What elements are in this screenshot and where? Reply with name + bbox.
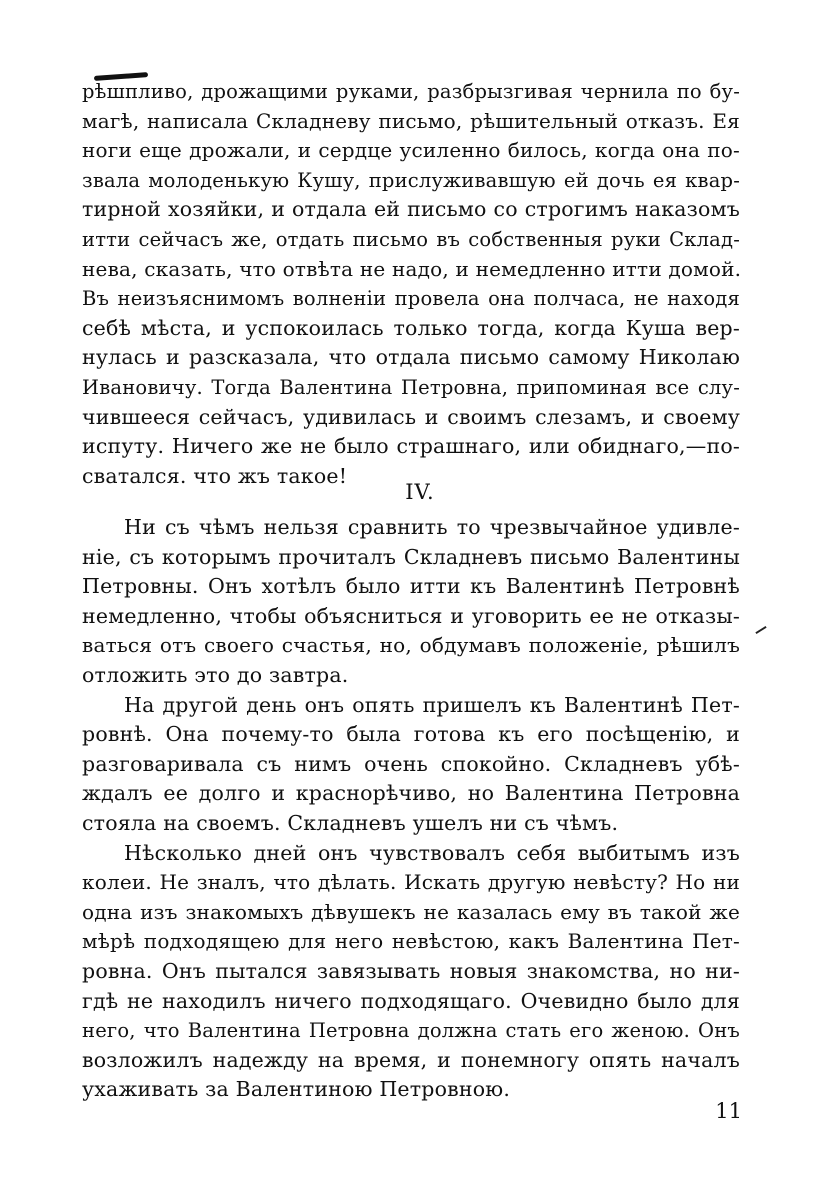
text-line: ровнѣ. Она почему-то была готова къ его посѣщенію, и bbox=[82, 722, 740, 747]
page-number: 11 bbox=[715, 1099, 742, 1123]
text-line: чившееся сейчасъ, удивилась и своимъ слезамъ, и своему bbox=[82, 404, 740, 429]
text-line: немедленно, чтобы объясниться и уговорить ее не отказы- bbox=[82, 603, 740, 628]
text-line: него, что Валентина Петровна должна стать его женою. Онъ bbox=[82, 1019, 740, 1043]
text-line: На другой день онъ опять пришелъ къ Валентинѣ Пет- bbox=[124, 692, 740, 717]
text-line: нулась и разсказала, что отдала письмо самому Николаю bbox=[82, 345, 740, 370]
text-line: стояла на своемъ. Складневъ ушелъ ни съ чѣмъ. bbox=[82, 810, 619, 835]
text-line: Петровны. Онъ хотѣлъ было итти къ Валентинѣ Петровнѣ bbox=[82, 574, 740, 599]
text-line: мѣрѣ подходящею для него невѣстою, какъ Валентина Пет- bbox=[82, 929, 740, 954]
text-line: ніе, съ которымъ прочиталъ Складневъ письмо Валентины bbox=[82, 544, 740, 569]
paragraph-continued bbox=[82, 77, 740, 491]
text-line: себѣ мѣста, и успокоилась только тогда, когда Куша вер- bbox=[82, 315, 740, 340]
text-line: звала молоденькую Кушу, прислуживавшую ей дочь ея квар- bbox=[82, 168, 740, 192]
text-line: одна изъ знакомыхъ дѣвушекъ не казалась ему въ такой же bbox=[82, 899, 740, 924]
text-line: рѣшпливо, дрожащими руками, разбрызгивая чернила по бу- bbox=[82, 80, 740, 103]
text-line: Нѣсколько дней онъ чувствовалъ себя выбитымъ изъ bbox=[124, 840, 740, 865]
text-line: ждалъ ее долго и краснорѣчиво, но Валентина Петровна bbox=[82, 781, 740, 806]
text-line: возложилъ надежду на время, и понемногу опять началъ bbox=[82, 1047, 740, 1072]
text-line: ноги еще дрожали, и сердце усиленно билось, когда она по- bbox=[82, 138, 740, 163]
chapter-body bbox=[82, 513, 740, 1105]
text-line: нева, сказать, что отвѣта не надо, и немедленно итти домой. bbox=[82, 256, 742, 281]
paragraph bbox=[82, 839, 740, 1105]
text-line: испуту. Ничего же не было страшнаго, или обиднаго,—по- bbox=[82, 434, 740, 459]
text-line: разговаривала съ нимъ очень спокойно. Складневъ убѣ- bbox=[82, 751, 740, 776]
text-line: Ивановичу. Тогда Валентина Петровна, припоминая все слу- bbox=[82, 375, 740, 399]
text-line: итти сейчасъ же, отдать письмо въ собственныя руки Склад- bbox=[82, 227, 740, 251]
text-line: Ни съ чѣмъ нельзя сравнить то чрезвычайное удивле- bbox=[124, 515, 740, 539]
text-line: Въ неизъяснимомъ волненіи провела она полчаса, не находя bbox=[82, 287, 740, 311]
chapter-heading: IV. bbox=[405, 480, 435, 504]
text-line: колеи. Не зналъ, что дѣлать. Искать другую невѣсту? Но ни bbox=[82, 870, 740, 895]
text-line: ухаживать за Валентиною Петровною. bbox=[82, 1077, 511, 1102]
text-line: магѣ, написала Складневу письмо, рѣшительный отказъ. Ея bbox=[82, 108, 740, 133]
text-line: тирной хозяйки, и отдала ей письмо со строгимъ наказомъ bbox=[82, 197, 740, 222]
margin-tick-mark bbox=[755, 626, 766, 634]
text-line: отложить это до завтра. bbox=[82, 662, 349, 687]
text-line: сватался. что жъ такое! bbox=[82, 463, 348, 488]
text-line: ваться отъ своего счастья, но, обдумавъ положеніе, рѣшилъ bbox=[82, 633, 740, 658]
text-line: гдѣ не находилъ ничего подходящаго. Очевидно было для bbox=[82, 988, 740, 1013]
paragraph bbox=[82, 691, 740, 839]
paragraph bbox=[82, 513, 740, 691]
text-line: ровна. Онъ пытался завязывать новыя знакомства, но ни- bbox=[82, 958, 740, 983]
